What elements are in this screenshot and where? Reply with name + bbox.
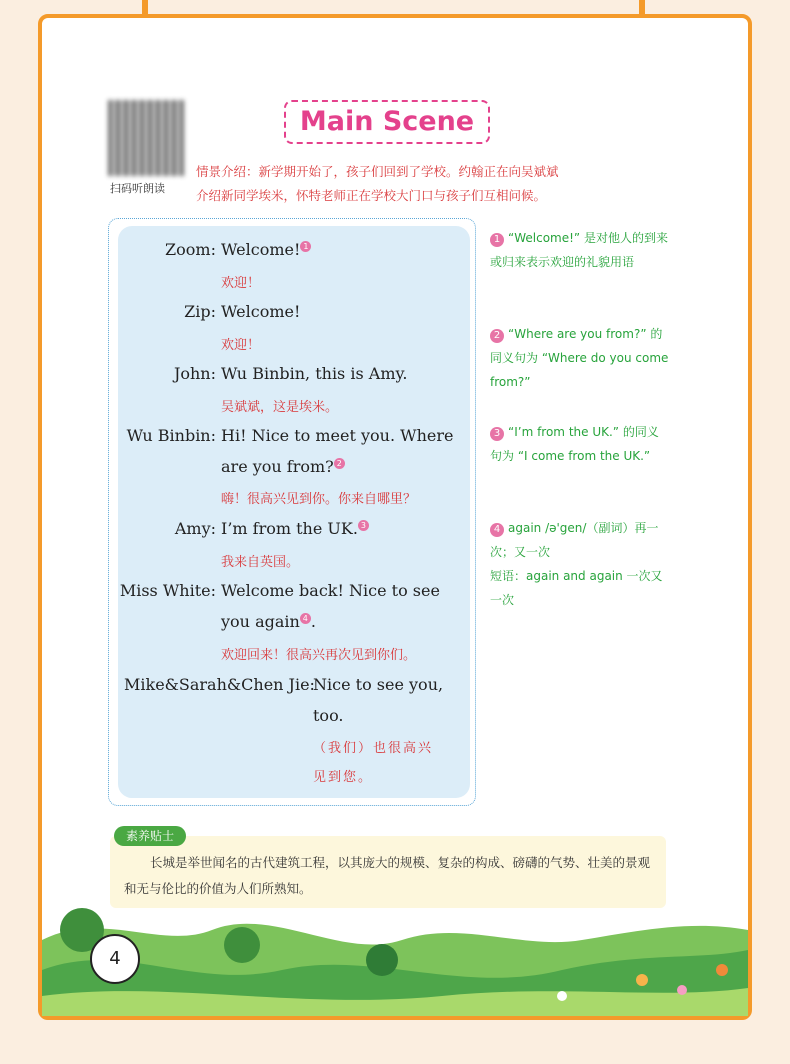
footnote-marker-1: 1: [300, 241, 311, 252]
speaker-group: Mike&Sarah&Chen Jie:: [124, 675, 315, 694]
qr-label: 扫码听朗读: [110, 182, 165, 195]
line-miss-white-2: you again 4 .: [221, 612, 316, 631]
translation-john: 吴斌斌，这是埃米。: [221, 400, 339, 415]
intro-line-2: 介绍新同学埃米，怀特老师正在学校大门口与孩子们互相问候。: [196, 188, 547, 203]
note-4-line-1: [490, 516, 670, 564]
line-zoom-text: Welcome!: [221, 240, 301, 259]
note-4-text-1: again /ə'gen/（副词）再一次；又一次: [490, 521, 659, 559]
line-zoom: [221, 240, 311, 259]
line-wu-binbin-2: [221, 457, 345, 476]
line-miss-white-1: Welcome back! Nice to see: [221, 581, 440, 600]
tip-box: [110, 836, 666, 908]
translation-zoom: 欢迎！: [221, 276, 261, 291]
footnote-marker-4: 4: [300, 613, 311, 624]
translation-group-1: （我们）也很高兴: [313, 741, 434, 756]
line-amy-text: I’m from the UK.: [221, 519, 358, 538]
line-miss-white-2-text: you again: [221, 612, 300, 631]
speaker-amy: Amy:: [174, 519, 216, 538]
line-wu-binbin-2-text: are you from?: [221, 457, 334, 476]
note-3-text: “I’m from the UK.” 的同义句为 “I come from the UK.”: [490, 425, 659, 463]
footnote-marker-3: 3: [358, 520, 369, 531]
line-wu-binbin-1: Hi! Nice to meet you. Where: [221, 426, 454, 445]
note-3-number: 3: [490, 427, 504, 441]
note-1-text: “Welcome!” 是对他人的到来或归来表示欢迎的礼貌用语: [490, 231, 668, 269]
tree-2: [224, 927, 260, 963]
note-4-number: 4: [490, 523, 504, 537]
scene-intro: [196, 160, 668, 208]
speaker-wu-binbin: Wu Binbin:: [126, 426, 216, 445]
tip-badge: 素养贴士: [114, 826, 186, 846]
line-zip: Welcome!: [221, 302, 301, 321]
translation-amy: 我来自英国。: [221, 555, 300, 570]
translation-miss-white: 欢迎回来！很高兴再次见到你们。: [221, 648, 417, 663]
note-4-text-2: 短语：again and again 一次又一次: [490, 569, 663, 607]
speaker-miss-white: Miss White:: [119, 581, 216, 600]
landscape-illustration: [42, 900, 748, 1016]
speaker-zip: Zip:: [184, 302, 216, 321]
note-2: [490, 322, 670, 394]
translation-zip: 欢迎！: [221, 338, 261, 353]
line-john: Wu Binbin, this is Amy.: [221, 364, 408, 383]
translation-group-2: 见到您。: [313, 770, 374, 785]
intro-line-1: 情景介绍：新学期开始了，孩子们回到了学校。约翰正在向吴斌斌: [196, 164, 559, 179]
speaker-zoom: Zoom:: [165, 240, 216, 259]
note-3: [490, 420, 670, 468]
tip-text: 长城是举世闻名的古代建筑工程，以其庞大的规模、复杂的构成、磅礴的气势、壮美的景观和无与伦比的价值为人们所熟知。: [124, 855, 651, 896]
flower-3: [557, 991, 567, 1001]
flower-2: [677, 985, 687, 995]
note-1: [490, 226, 670, 274]
page-number: 4: [90, 934, 140, 984]
note-2-number: 2: [490, 329, 504, 343]
line-amy: [221, 519, 369, 538]
note-2-text: “Where are you from?” 的同义句为 “Where do you come from?”: [490, 327, 669, 389]
line-group-2: too.: [313, 706, 344, 725]
line-group-1: Nice to see you,: [313, 675, 444, 694]
translation-wu-binbin: 嗨！很高兴见到你。你来自哪里？: [221, 492, 417, 507]
note-1-number: 1: [490, 233, 504, 247]
footnote-marker-2: 2: [334, 458, 345, 469]
tree-3: [366, 944, 398, 976]
speaker-john: John:: [173, 364, 216, 383]
flower-1: [636, 974, 648, 986]
qr-code[interactable]: [108, 100, 184, 176]
page-title: Main Scene: [284, 100, 490, 144]
flower-4: [716, 964, 728, 976]
note-4: [490, 516, 670, 612]
